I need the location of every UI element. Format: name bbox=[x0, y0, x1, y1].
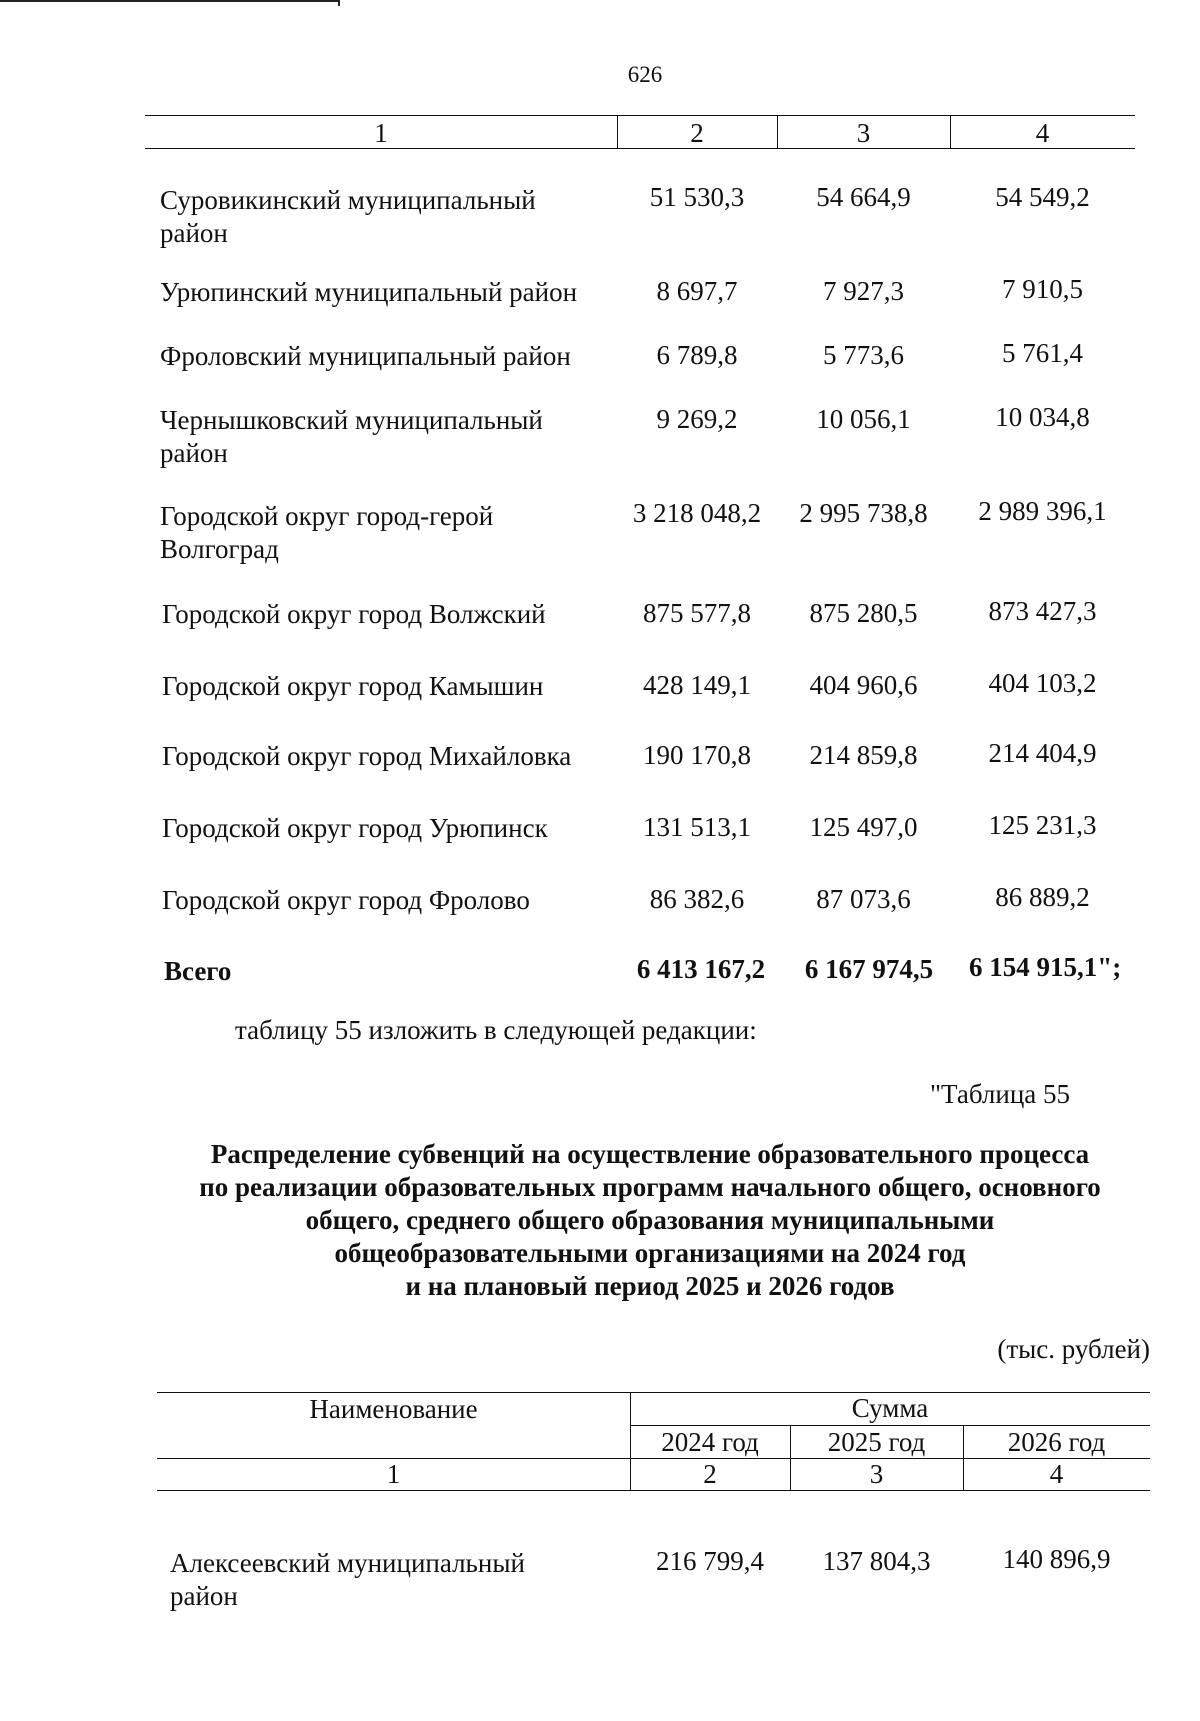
table-title-line: Распределение субвенций на осуществление образовательного процесса bbox=[210, 1139, 1090, 1169]
table-row-value-2026: 873 427,3 bbox=[988, 596, 1097, 626]
table-row-value-2025: 87 073,6 bbox=[816, 884, 911, 914]
table2-col-number: 1 bbox=[386, 1459, 401, 1489]
table-row-name: Городской округ город Фролово bbox=[162, 885, 530, 915]
table2-header-name: Наименование bbox=[309, 1394, 478, 1424]
table-row-value-2026: 214 404,9 bbox=[988, 738, 1097, 768]
table-row-name: Фроловский муниципальный район bbox=[160, 341, 571, 371]
table-row-value-2025: 404 960,6 bbox=[809, 670, 918, 700]
table-row-value-2024: 86 382,6 bbox=[649, 884, 745, 914]
table-total-2026: 6 154 915,1"; bbox=[969, 952, 1122, 982]
table-row-value-2025: 10 056,1 bbox=[816, 404, 911, 434]
table2-header-year: 2024 год bbox=[661, 1427, 759, 1457]
table-row-value-2025: 54 664,9 bbox=[816, 182, 911, 212]
table-row-value-2024: 6 789,8 bbox=[656, 340, 738, 370]
table-title bbox=[150, 1138, 1150, 1303]
table-row-value-2024: 131 513,1 bbox=[643, 812, 751, 842]
table1-col-number: 1 bbox=[374, 118, 388, 148]
table-row-value-2026: 125 231,3 bbox=[988, 810, 1097, 840]
table-title-line: и на плановый период 2025 и 2026 годов bbox=[405, 1271, 895, 1301]
table2-header-sum: Сумма bbox=[851, 1393, 929, 1423]
table-row-value-2026: 404 103,2 bbox=[988, 668, 1097, 698]
table2-col-number: 2 bbox=[703, 1459, 717, 1489]
table-row-value-2024: 875 577,8 bbox=[643, 598, 751, 628]
table-row-value-2024: 9 269,2 bbox=[656, 404, 738, 434]
table-row-value-2024: 8 697,7 bbox=[656, 276, 738, 306]
table-row-name: Городской округ город Урюпинск bbox=[162, 813, 548, 843]
table-row-value-2024: 51 530,3 bbox=[649, 182, 745, 212]
table-row-value-2025: 875 280,5 bbox=[809, 598, 918, 628]
table-total-2025: 6 167 974,5 bbox=[804, 954, 934, 984]
table-row-value-2025: 5 773,6 bbox=[823, 340, 904, 370]
table1-col-number: 3 bbox=[856, 118, 871, 148]
table-row-value-2025: 7 927,3 bbox=[823, 276, 904, 306]
table2-header-year: 2026 год bbox=[1007, 1427, 1106, 1457]
table-label: "Таблица 55 bbox=[930, 1079, 1070, 1109]
table2-col-number: 4 bbox=[1049, 1459, 1064, 1489]
table-row-value-2025: 214 859,8 bbox=[809, 740, 918, 770]
table-title-line: по реализации образовательных программ начального общего, основного bbox=[199, 1172, 1101, 1202]
table-row-value-2026: 10 034,8 bbox=[995, 402, 1090, 432]
table-title-line: общеобразовательными организациями на 2024 год bbox=[334, 1238, 966, 1268]
table-row-value-2026: 140 896,9 bbox=[1002, 1544, 1111, 1574]
table-row-value-2024: 190 170,8 bbox=[643, 740, 751, 770]
table-row-name: Городской округ город Волжский bbox=[162, 599, 546, 629]
table-row-value-2026: 5 761,4 bbox=[1002, 338, 1083, 368]
table-row-value-2024: 428 149,1 bbox=[643, 670, 751, 700]
table-row-value-2026: 2 989 396,1 bbox=[978, 496, 1107, 526]
table-row-name: Городской округ город Камышин bbox=[162, 671, 544, 701]
table-title-line: общего, среднего общего образования муниципальными bbox=[305, 1205, 995, 1235]
table2-header-year: 2025 год bbox=[827, 1427, 926, 1457]
table-row-value-2025: 125 497,0 bbox=[809, 812, 918, 842]
table2-col-number: 3 bbox=[869, 1459, 884, 1489]
table-row-name: Суровикинский муниципальный район bbox=[160, 185, 536, 248]
table-row-value-2025: 2 995 738,8 bbox=[799, 498, 928, 528]
table-row-name: Чернышковский муниципальный район bbox=[160, 405, 543, 468]
table-row-value-2025: 137 804,3 bbox=[822, 1546, 931, 1576]
unit-label: (тыс. рублей) bbox=[997, 1334, 1150, 1364]
page-number: 626 bbox=[627, 62, 663, 87]
table-row-value-2024: 216 799,4 bbox=[656, 1546, 764, 1576]
table-row-name: Городской округ город Михайловка bbox=[162, 741, 572, 771]
table-total-2024: 6 413 167,2 bbox=[636, 954, 766, 984]
scan-edge-tick bbox=[338, 0, 340, 6]
table-row-value-2024: 3 218 048,2 bbox=[632, 498, 762, 528]
table-row-value-2026: 7 910,5 bbox=[1002, 274, 1083, 304]
scan-edge-line bbox=[0, 0, 340, 2]
table-row-name: Алексеевский муниципальный район bbox=[170, 1548, 525, 1611]
instruction-text: таблицу 55 изложить в следующей редакции: bbox=[235, 1015, 757, 1045]
table-row-name: Городской округ город-герой Волгоград bbox=[160, 501, 494, 564]
table1-col-number: 2 bbox=[690, 118, 704, 148]
table-total-label: Всего bbox=[164, 956, 232, 986]
table1-col-number: 4 bbox=[1035, 118, 1050, 148]
table-row-value-2026: 86 889,2 bbox=[995, 882, 1090, 912]
table-row-value-2026: 54 549,2 bbox=[995, 182, 1090, 212]
table-row-name: Урюпинский муниципальный район bbox=[160, 277, 578, 307]
